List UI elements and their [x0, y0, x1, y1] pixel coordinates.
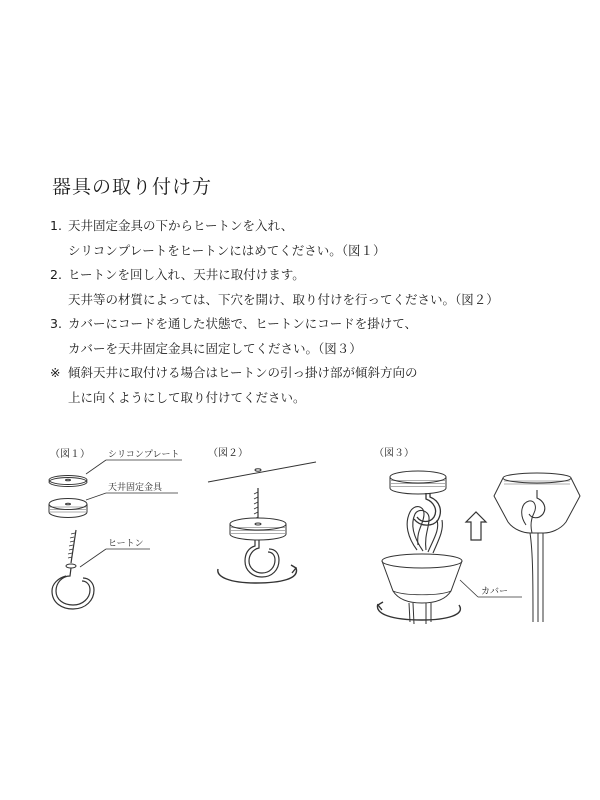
assembled-cover-illustration — [494, 473, 580, 622]
note-line-2: 上に向くようにして取り付けてください。 — [68, 389, 306, 405]
pilot-hole — [255, 469, 261, 471]
note-text: 傾斜天井に取付ける場合はヒートンの引っ掛け部が傾斜方向の — [68, 365, 418, 380]
rotation-arrow-icon — [218, 568, 297, 583]
ceiling-bracket-illustration — [390, 471, 446, 494]
silicone-plate-illustration — [49, 476, 87, 487]
step-3-line-2: カバーを天井固定金具に固定してください。（図３） — [68, 340, 362, 356]
instruction-steps — [50, 214, 570, 410]
part-label-hook-screw: ヒートン — [108, 539, 144, 549]
step-text: 天井固定金具の下からヒートンを入れ、 — [68, 218, 294, 233]
note-line-1 — [50, 361, 570, 386]
figure-3-label: （図３） — [374, 448, 414, 459]
figure-2-label: （図２） — [208, 448, 248, 459]
rotation-arrow-icon — [377, 604, 460, 620]
note-mark: ※ — [50, 365, 61, 380]
step-1-line-1 — [50, 214, 570, 239]
step-text: カバーにコードを通した状態で、ヒートンにコードを掛けて、 — [68, 316, 418, 331]
ceiling-bracket-illustration — [49, 499, 87, 518]
step-2-line-2: 天井等の材質によっては、下穴を開け、取り付けを行ってください。（図２） — [68, 291, 499, 307]
step-text: ヒートンを回し入れ、天井に取付けます。 — [68, 267, 305, 282]
part-label-silicone-plate: シリコンプレート — [108, 450, 180, 460]
ceiling-bracket-illustration — [230, 518, 286, 540]
hook-illustration — [249, 540, 275, 573]
step-number: 1. — [50, 218, 62, 233]
figure-3 — [374, 447, 580, 624]
part-label-ceiling-bracket: 天井固定金具 — [108, 483, 163, 493]
figure-1-label: （図１） — [50, 449, 90, 460]
step-1-line-2: シリコンプレートをヒートンにはめてください。（図１） — [68, 242, 386, 258]
page-title: 器具の取り付け方 — [52, 176, 213, 198]
step-number: 2. — [50, 267, 62, 282]
cover-illustration — [382, 554, 462, 624]
step-2-line-1 — [50, 263, 570, 288]
ceiling-line — [208, 462, 316, 482]
up-arrow-icon — [466, 512, 486, 540]
installation-figures — [0, 430, 600, 650]
hook-screw-illustration — [52, 530, 94, 609]
step-3-line-1 — [50, 312, 570, 337]
figure-2 — [208, 447, 316, 583]
part-label-cover: カバー — [481, 587, 509, 597]
figure-1 — [49, 448, 182, 609]
step-number: 3. — [50, 316, 62, 331]
